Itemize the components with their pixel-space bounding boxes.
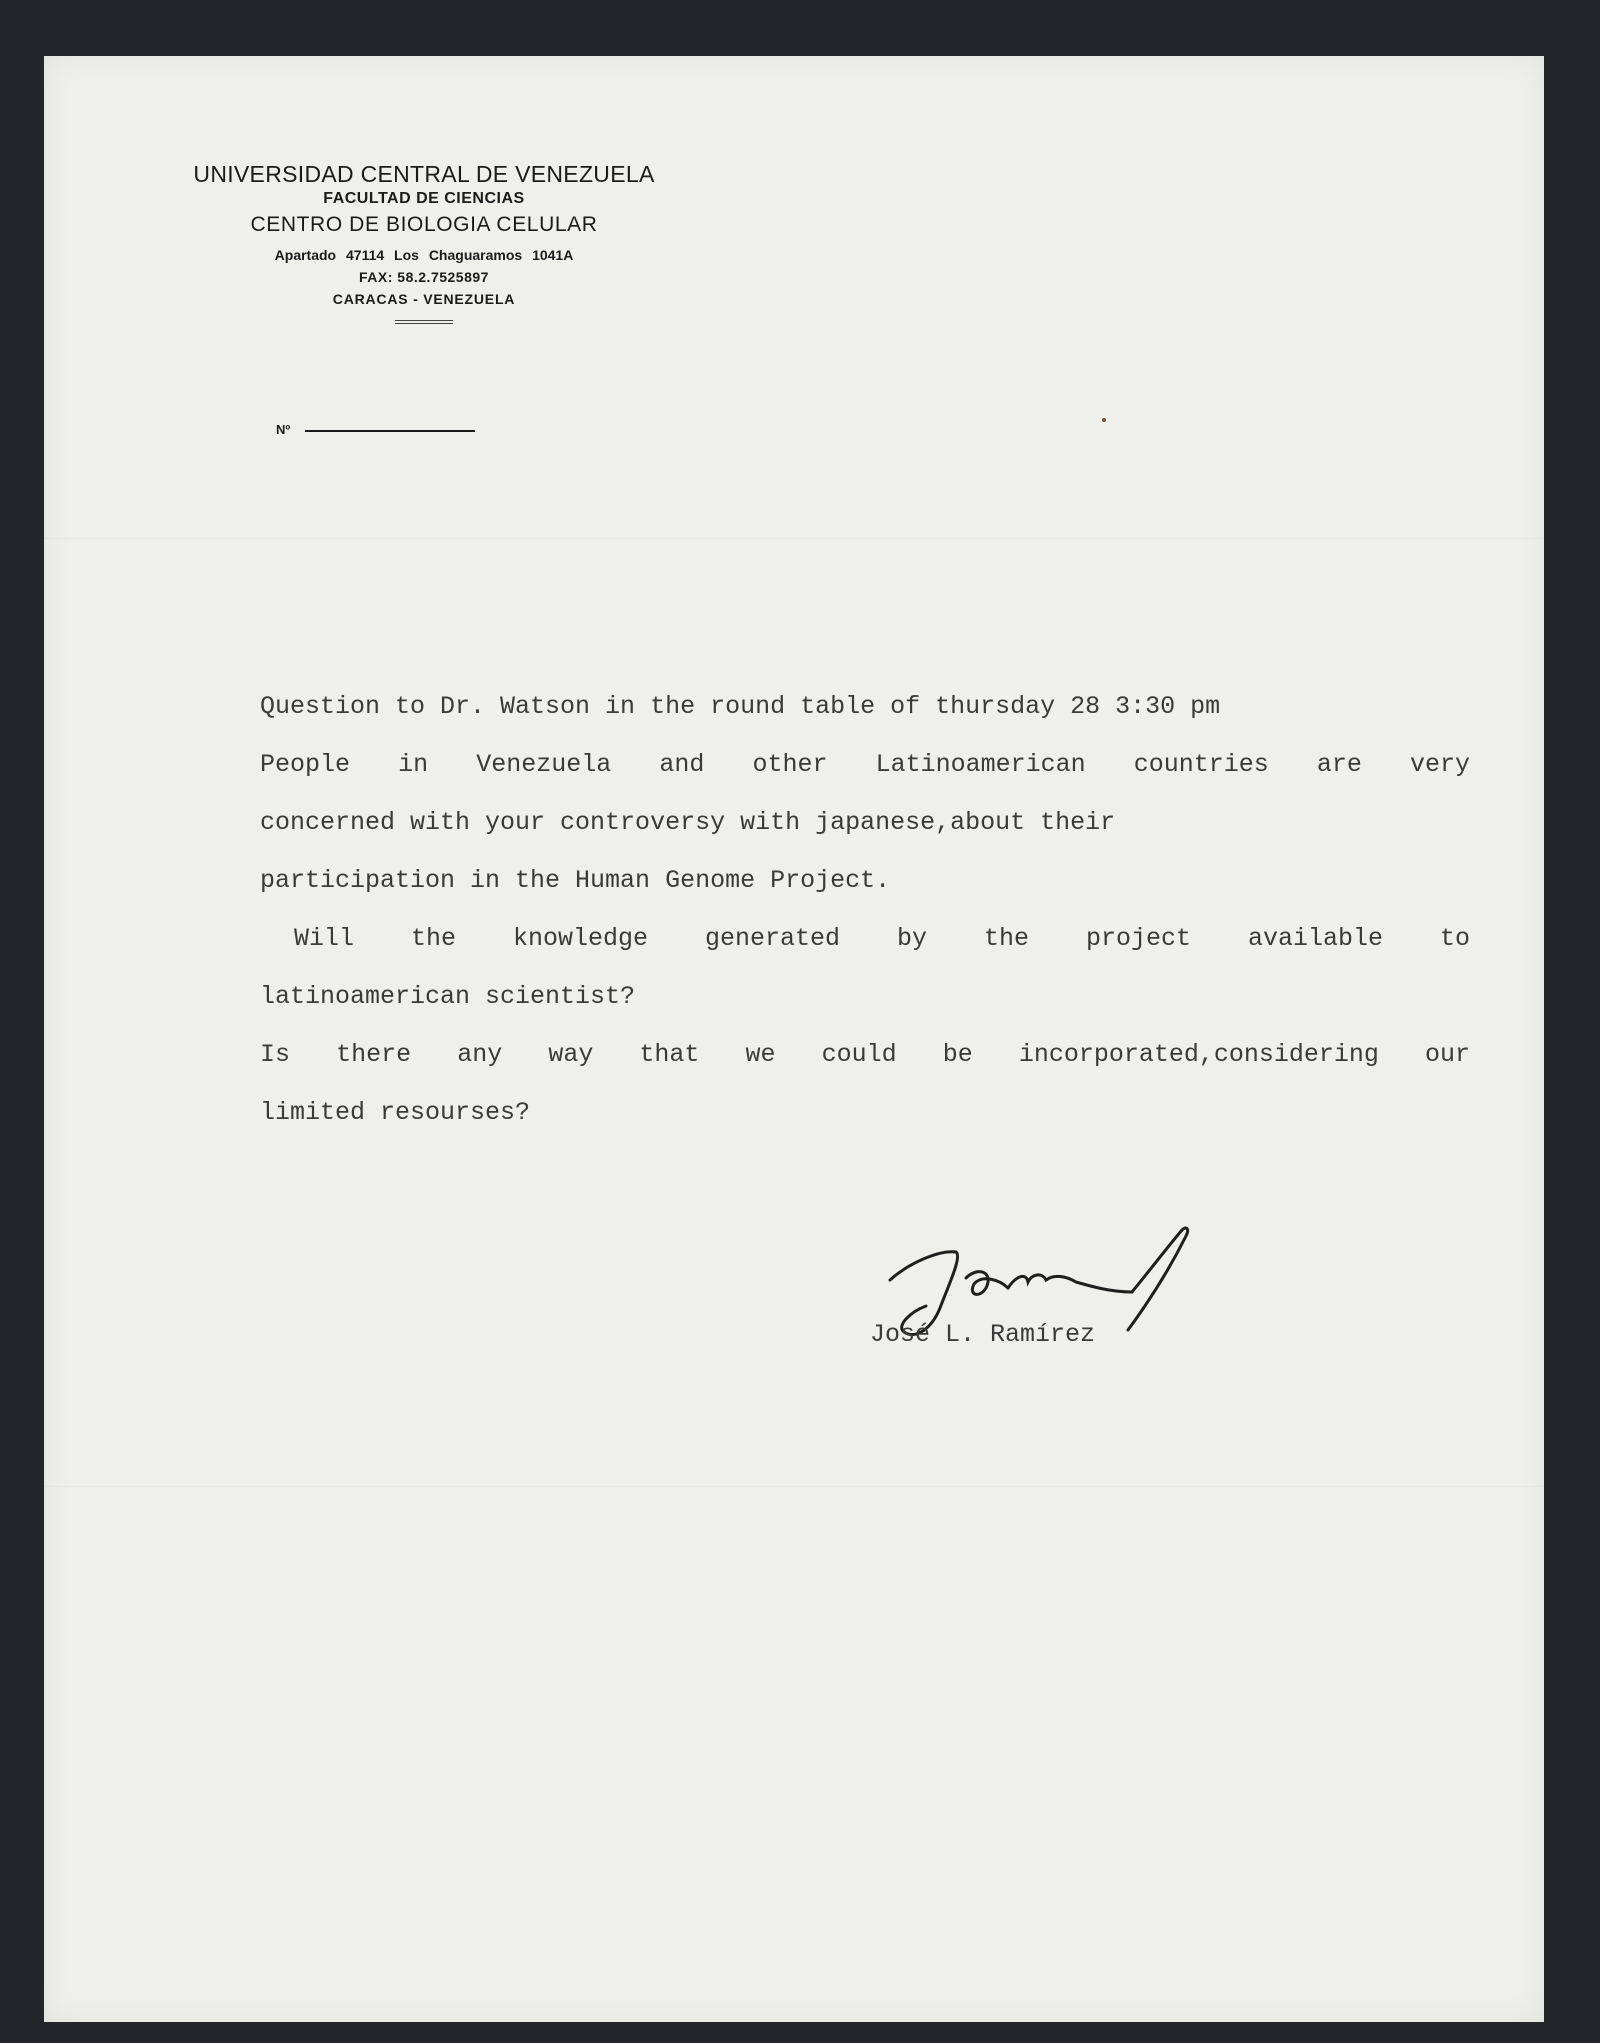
body-line: Question to Dr. Watson in the round table of thursday 28 3:30 pm xyxy=(260,692,1221,721)
center-name: CENTRO DE BIOLOGIA CELULAR xyxy=(250,213,598,236)
number-blank-line xyxy=(305,420,475,432)
number-label: Nº xyxy=(276,422,291,437)
signer-name: José L. Ramírez xyxy=(870,1320,1096,1349)
body-line: latinoamerican scientist? xyxy=(260,982,636,1011)
paper-speck xyxy=(1102,418,1106,422)
city-country: CARACAS - VENEZUELA xyxy=(332,291,516,307)
body-line: Is there any way that we could be incorporated,considering our xyxy=(260,1040,1470,1069)
body-line: Will the knowledge generated by the project available to xyxy=(294,924,1470,953)
university-name: UNIVERSIDAD CENTRAL DE VENEZUELA xyxy=(193,161,655,187)
fold-line xyxy=(44,1486,1544,1488)
fold-line xyxy=(44,538,1544,540)
body-line: People in Venezuela and other Latinoamerican countries are very xyxy=(260,750,1470,779)
letter-body xyxy=(260,678,1470,1142)
faculty-name: FACULTAD DE CIENCIAS xyxy=(323,190,525,207)
body-line: concerned with your controversy with japanese,about their xyxy=(260,808,1116,837)
letter-page xyxy=(44,56,1544,2022)
fax-number: FAX: 58.2.7525897 xyxy=(359,269,489,285)
letterhead xyxy=(149,160,699,324)
postal-address: Apartado 47114 Los Chaguaramos 1041A xyxy=(274,247,574,263)
reference-number-field xyxy=(276,419,475,437)
body-line: participation in the Human Genome Project. xyxy=(260,866,891,895)
body-line: limited resourses? xyxy=(260,1098,531,1127)
letterhead-rule xyxy=(395,320,453,324)
